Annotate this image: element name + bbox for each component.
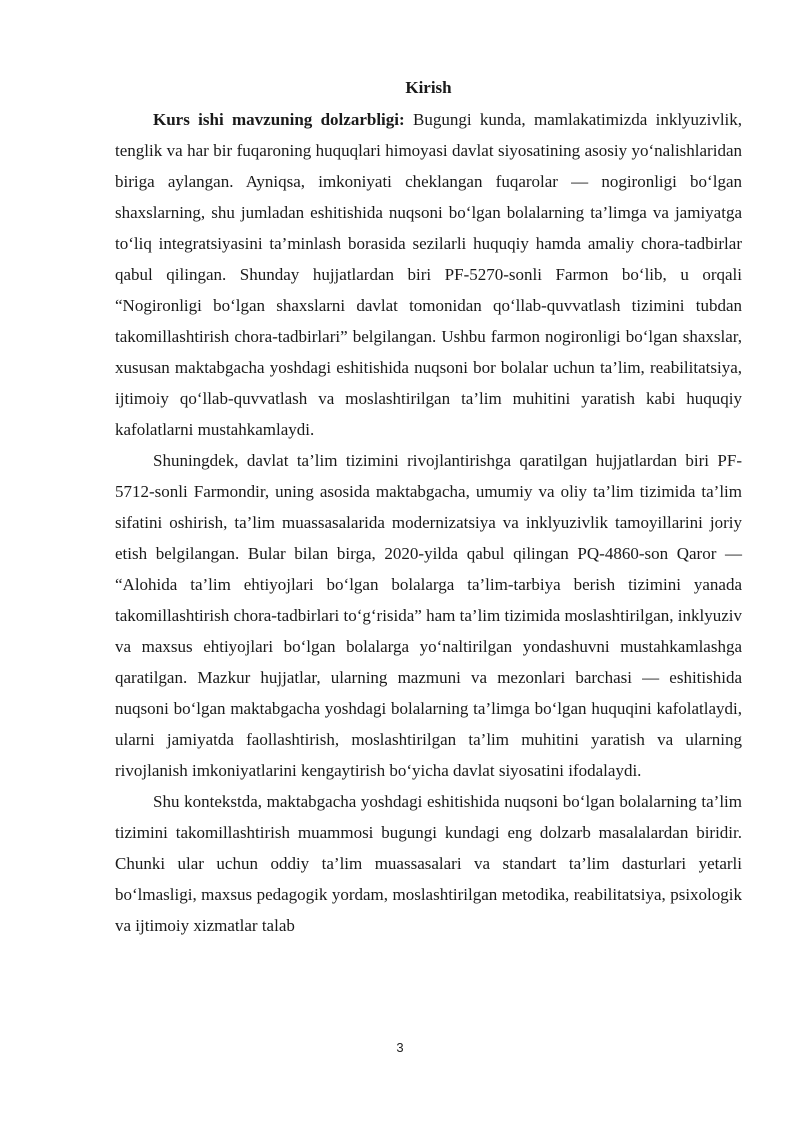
paragraph-1 bbox=[115, 104, 742, 445]
paragraph-2 bbox=[115, 445, 742, 786]
paragraph-lead: Kurs ishi mavzuning dolzarbligi: bbox=[153, 110, 405, 129]
paragraph-text: Shu kontekstda, maktabgacha yoshdagi eshitishida nuqsoni bo‘lgan bolalarning ta’lim tizimini takomillashtirish muammosi bugungi kundagi eng dolzarb masalalardan biridir. Chunki ular uchun oddiy ta’lim muassasalari va standart ta’lim dasturlari yetarli bo‘lmasligi, maxsus pedagogik yordam, moslashtirilgan metodika, reabilitatsiya, psixologik va ijtimoiy xizmatlar talab bbox=[115, 792, 742, 935]
page-number: 3 bbox=[396, 1040, 404, 1055]
paragraph-text: Bugungi kunda, mamlakatimizda inklyuzivlik, tenglik va har bir fuqaroning huquqlari himoyasi davlat siyosatining asosiy yo‘nalishlaridan biriga aylangan. Ayniqsa, imkoniyati cheklangan fuqarolar — nogironligi bo‘lgan shaxslarning, shu jumladan eshitishida nuqsoni bo‘lgan bolalarning ta’limga va jamiyatga to‘liq integratsiyasini ta’minlash borasida sezilarli huquqiy hamda amaliy chora-tadbirlar qabul qilingan. Shunday hujjatlardan biri PF-5270-sonli Farmon bo‘lib, u orqali “Nogironligi bo‘lgan shaxslarni davlat tomonidan qo‘llab-quvvatlash tizimini tubdan takomillashtirish chora-tadbirlari” belgilangan. Ushbu farmon nogironligi bo‘lgan shaxslar, xususan maktabgacha yoshdagi eshitishida nuqsoni bor bolalar uchun ta’lim, reabilitatsiya, ijtimoiy qo‘llab-quvvatlash va moslashtirilgan ta’lim muhitini yaratish kabi huquqiy kafolatlarni mustahkamlaydi. bbox=[115, 110, 743, 439]
paragraph-text: Shuningdek, davlat ta’lim tizimini rivojlantirishga qaratilgan hujjatlardan biri PF-5712-sonli Farmondir, uning asosida maktabgacha, umumiy va oliy ta’lim tizimida ta’lim sifatini oshirish, ta’lim muassasalarida modernizatsiya va inklyuzivlik tamoyillarini joriy etish belgilangan. Bular bilan birga, 2020-yilda qabul qilingan PQ-4860-son Qaror — “Alohida ta’lim ehtiyojlari bo‘lgan bolalarga ta’lim-tarbiya berish tizimini yanada takomillashtirish chora-tadbirlari to‘g‘risida” ham ta’lim tizimida moslashtirilgan, inklyuziv va maxsus ehtiyojlari bo‘lgan bolalarga yo‘naltirilgan yondashuvni mustahkamlashga qaratilgan. Mazkur hujjatlar, ularning mazmuni va mezonlari barchasi — eshitishida nuqsoni bo‘lgan maktabgacha yoshdagi bolalarning ta’limga bo‘lgan huquqini kafolatlaydi, ularni jamiyatda faollashtirish, moslashtirilgan ta’lim muhitini yaratish va ularning rivojlanish imkoniyatlarini kengaytirish bo‘yicha davlat siyosatini ifodalaydi. bbox=[115, 451, 742, 780]
section-heading: Kirish bbox=[405, 78, 452, 97]
paragraph-3 bbox=[115, 786, 742, 941]
page-content bbox=[115, 72, 742, 941]
